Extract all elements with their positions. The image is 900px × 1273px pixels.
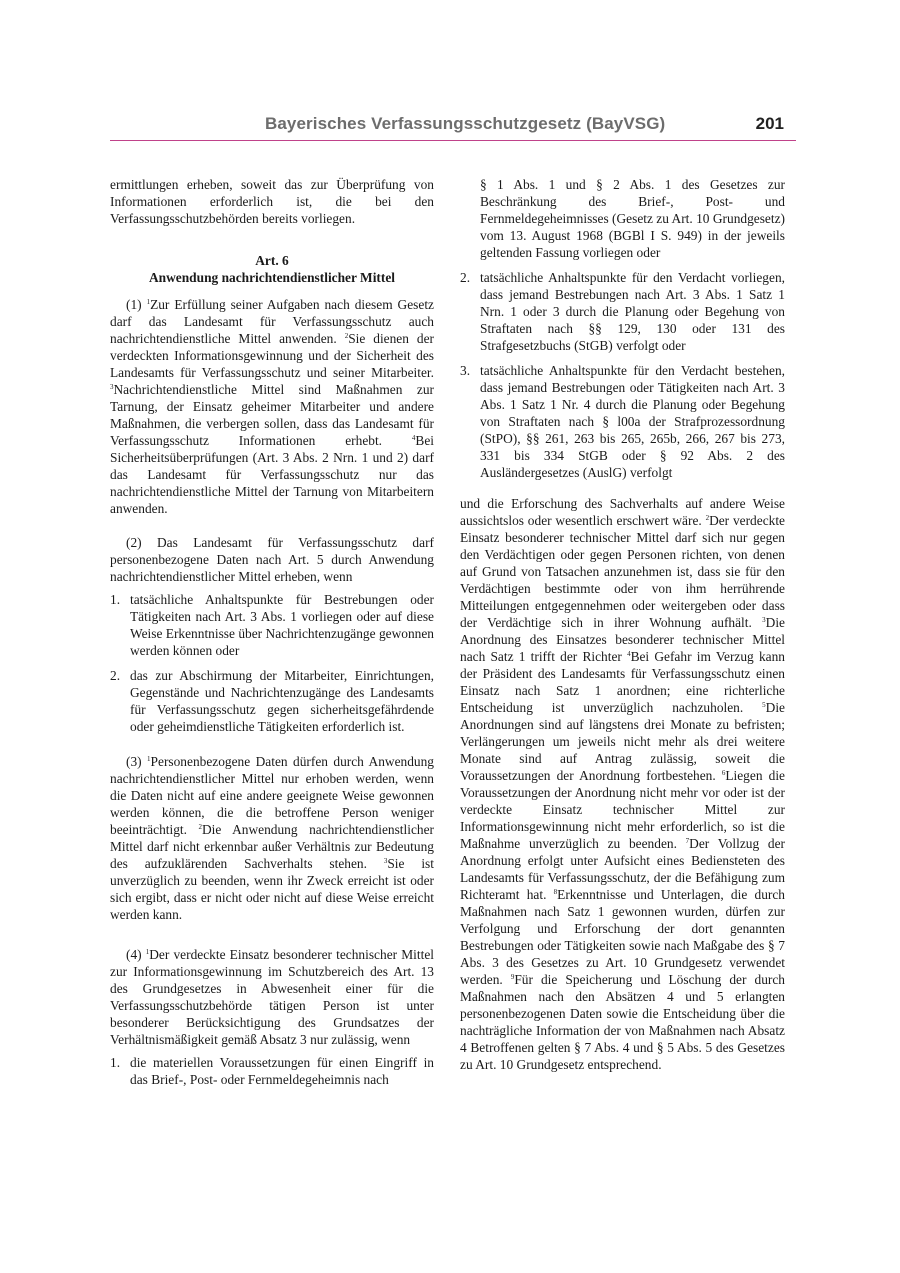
sentence-number: 1: [147, 755, 151, 763]
list-text: tatsächliche Anhaltspunkte für Bestrebungen oder Tätigkeiten nach Art. 3 Abs. 1 vorliegen oder auf diese Weise Erkenntnisse über Nachrichtenzugänge gewonnen werden können oder: [130, 592, 434, 658]
intro-paragraph: ermittlungen erheben, soweit das zur Überprüfung von Informationen erforderlich ist, die bei den Verfassungsschutzbehörden bereits vorliegen.: [110, 177, 434, 226]
sentence-number: 7: [685, 837, 690, 845]
list-item: [110, 667, 434, 735]
running-header: [110, 114, 796, 141]
sentence-text: Die Anordnung des Einsatzes besonderer technischer Mittel nach Satz 1 trifft der Richter: [460, 615, 785, 664]
left-column: [110, 176, 434, 1096]
list-text: tatsächliche Anhaltspunkte für den Verdacht vorliegen, dass jemand Bestrebungen nach Art. 3 Abs. 1 Satz 1 Nrn. 1 oder 3 durch die Planung oder Begehung von Straftaten nach §§ 129, 130 oder 131 des Strafgesetzbuchs (StGB) verfolgt oder: [480, 270, 785, 353]
sentence-text: (1): [126, 297, 147, 312]
list-number: 1.: [110, 1055, 121, 1070]
sentence-text: (4): [126, 947, 146, 962]
sentence-number: 2: [198, 823, 202, 831]
sentence-text: Personenbezogene Daten dürfen durch Anwendung nachrichtendienstlicher Mittel nur erhoben werden, wenn die Daten nicht auf eine andere geeignete Weise gewonnen werden können, die die betroffene Person weniger beeinträchtigt.: [110, 754, 434, 837]
list-number: 2.: [460, 270, 471, 285]
sentence-number: 3: [383, 857, 388, 865]
paragraph-4-list: [460, 269, 785, 481]
sentence-text: Die Anordnungen sind auf längstens drei Monate zu befristen; Verlängerungen um jeweils nicht mehr als drei weitere Monate sind auf Antrag zulässig, soweit die Voraussetzungen der Anordnung fortbestehen.: [460, 700, 785, 783]
sentence-text: Nachrichtendienstliche Mittel sind Maßnahmen zur Tarnung, der Einsatz geheimer Mitarbeiter und andere Maßnahmen, die verbergen sollen, dass das Landesamt für Verfassungsschutz Informationen erhebt.: [110, 382, 434, 448]
list-item: [460, 362, 785, 481]
list-text: das zur Abschirmung der Mitarbeiter, Einrichtungen, Gegenstände und Nachrichtenzugänge des Landesamts für Verfassungsschutz gegen sicherheitsgefährdende oder geheimdienstliche Tätigkeiten erforderlich ist.: [130, 668, 434, 734]
sentence-text: (3): [126, 754, 148, 769]
sentence-text: Bei Gefahr im Verzug kann der Präsident des Landesamts für Verfassungsschutz einen Einsatz nach Satz 1 anordnen; eine richterliche Entscheidung ist unverzüglich nachzuholen.: [460, 649, 785, 715]
sentence-number: 1: [146, 298, 151, 306]
list-text: die materiellen Voraussetzungen für einen Eingriff in das Brief-, Post- oder Fernmeldegeheimnis nach: [130, 1055, 434, 1087]
sentence-text: Zur Erfüllung seiner Aufgaben nach diesem Gesetz darf das Landesamt für Verfassungsschutz auch nachrichtendienstliche Mittel anwenden.: [110, 297, 434, 346]
sentence-number: 1: [145, 948, 150, 956]
sentence-text: Sie dienen der verdeckten Informationsgewinnung und der Sicherheit des Landesamts für Verfassungsschutz und seiner Mitarbeiter.: [110, 331, 434, 380]
sentence-number: 2: [705, 514, 710, 522]
sentence-number: 8: [553, 888, 558, 896]
sentence-text: Erkenntnisse und Unterlagen, die durch Maßnahmen nach Satz 1 gewonnen wurden, dürfen zur Verfolgung und Erforschung der dort genannten Bestrebungen oder Tätigkeiten sowie nach Maßgabe des § 7 Abs. 3 des Gesetzes zu Art. 10 Grundgesetz verwendet werden.: [460, 887, 785, 987]
paragraph-3: [110, 753, 434, 923]
sentence-text: Für die Speicherung und Löschung der durch Maßnahmen nach den Absätzen 4 und 5 erlangten personenbezogenen Daten sowie die Entscheidung über die nachträgliche Information der von Maßnahmen nach Absatz 4 Betroffenen gelten § 7 Abs. 4 und § 5 Abs. 5 des Gesetzes zu Art. 10 Grundgesetz entsprechend.: [460, 972, 785, 1072]
paragraph-1: [110, 296, 434, 517]
sentence-number: 2: [344, 332, 349, 340]
paragraph-4: [110, 946, 434, 1048]
page-number: 201: [755, 114, 784, 133]
sentence-text: Bei Sicherheitsüberprüfungen (Art. 3 Abs. 2 Nrn. 1 und 2) darf das Landesamt für Verfassungsschutz nur das nachrichtendienstliche Mittel der Tarnung von Mitarbeitern anwenden.: [110, 433, 434, 516]
sentence-number: 4: [627, 650, 631, 658]
right-column: [460, 176, 785, 1073]
list-number: 1.: [110, 592, 121, 607]
list-text: tatsächliche Anhaltspunkte für den Verdacht bestehen, dass jemand Bestrebungen oder Tätigkeiten nach Art. 3 Abs. 1 Satz 1 Nr. 4 durch die Planung oder Begehung von Straftaten nach § l00a der Strafprozessordnung (StPO), §§ 261, 263 bis 265, 265b, 266, 267 bis 273, 331 bis 334 StGB oder § 92 Abs. 2 des Ausländergesetzes (AuslG) verfolgt: [480, 363, 785, 480]
list-item-continuation: § 1 Abs. 1 und § 2 Abs. 1 des Gesetzes zur Beschränkung des Brief-, Post- und Fernmeldegeheimnisses (Gesetz zu Art. 10 Grundgesetz) vom 13. August 1968 (BGBl I S. 949) in der jeweils geltenden Fassung vorliegen oder: [480, 177, 785, 260]
sentence-number: 3: [110, 383, 114, 391]
sentence-text: Der verdeckte Einsatz besonderer technischer Mittel zur Informationsgewinnung im Schutzbereich des Art. 13 des Grundgesetzes in Abwesenheit einer für die Verfassungsschutzbehörde tätigen Person ist unter besonderer Berücksichtigung des Grundsatzes der Verhältnismäßigkeit gemäß Absatz 3 nur zulässig, wenn: [110, 947, 434, 1047]
header-title: Bayerisches Verfassungsschutzgesetz (BayVSG): [265, 114, 666, 133]
sentence-text: Der Vollzug der Anordnung erfolgt unter Aufsicht eines Bediensteten des Landesamts für Verfassungsschutz, der die Befähigung zum Richteramt hat.: [460, 836, 785, 902]
sentence-number: 6: [721, 769, 726, 777]
article-title: Anwendung nachrichtendienstlicher Mittel: [149, 270, 395, 285]
paragraph-4-continuation: [460, 495, 785, 1073]
article-number: Art. 6: [255, 253, 289, 268]
paragraph-2-list: [110, 591, 434, 735]
sentence-number: 5: [762, 701, 766, 709]
sentence-text: Sie ist unverzüglich zu beenden, wenn ihr Zweck erreicht ist oder sich ergibt, dass er nicht oder nicht auf diese Weise erreicht werden kann.: [110, 856, 434, 922]
list-item: [110, 1054, 434, 1088]
list-item: [110, 591, 434, 659]
list-number: 3.: [460, 363, 471, 378]
list-item: [460, 269, 785, 354]
sentence-text: Der verdeckte Einsatz besonderer technischer Mittel darf sich nur gegen den Verdächtigen oder gegen Personen richten, von denen auf Grund von Tatsachen anzunehmen ist, dass sie für den Verdächtigen bestimmte oder von ihm herrührende Mitteilungen entgegennehmen oder weitergeben oder dass der Verdächtige sich in ihrer Wohnung aufhält.: [460, 513, 785, 630]
sentence-number: 3: [762, 616, 766, 624]
sentence-text: und die Erforschung des Sachverhalts auf andere Weise aussichtslos oder wesentlich erschwert wäre.: [460, 496, 785, 528]
paragraph-2: (2) Das Landesamt für Verfassungsschutz darf personenbezogene Daten nach Art. 5 durch Anwendung nachrichtendienstlicher Mittel erheben, wenn: [110, 535, 434, 584]
sentence-text: Liegen die Voraussetzungen der Anordnung nicht mehr vor oder ist der verdeckte Einsatz technischer Mittel zur Informationsgewinnung nicht mehr erforderlich, so ist die Maßnahme unverzüglich zu beenden.: [460, 768, 785, 851]
sentence-number: 9: [510, 973, 515, 981]
sentence-text: Die Anwendung nachrichtendienstlicher Mittel darf nicht erkennbar außer Verhältnis zur Bedeutung des aufzuklärenden Sachverhalts stehen.: [110, 822, 434, 871]
list-number: 2.: [110, 668, 121, 683]
sentence-number: 4: [411, 434, 416, 442]
